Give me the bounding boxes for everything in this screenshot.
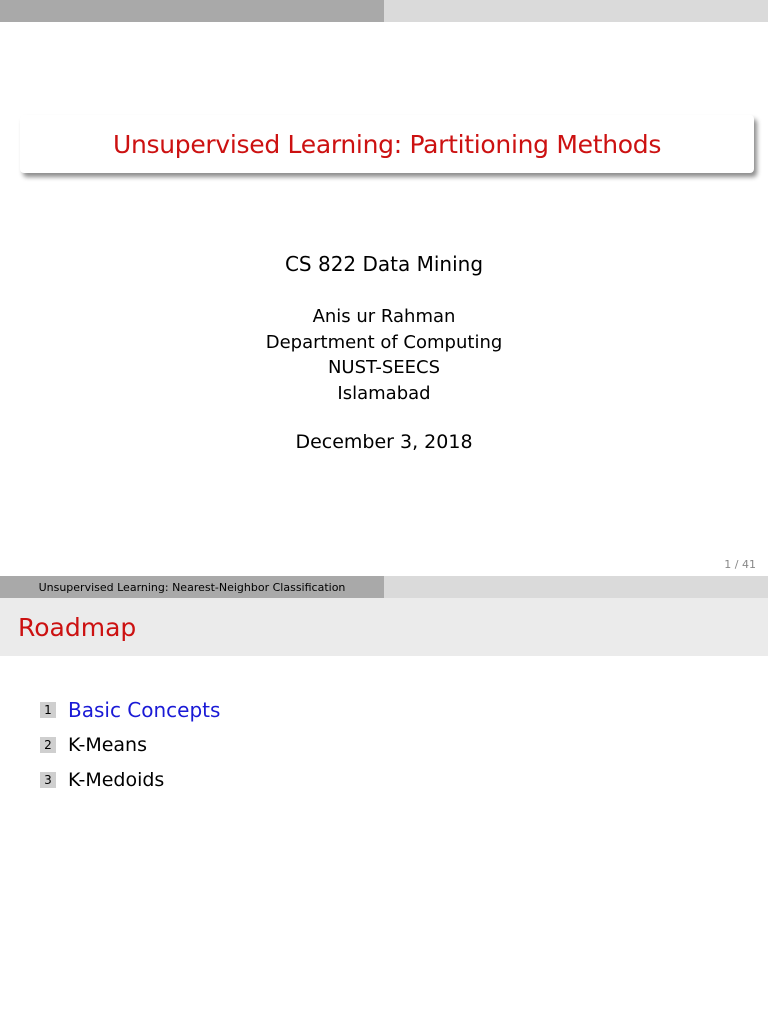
header-bar <box>0 576 768 598</box>
header-bar <box>0 0 768 22</box>
toc-item-k-means[interactable] <box>40 727 220 762</box>
course-name: CS 822 Data Mining <box>284 252 484 276</box>
roadmap-slide <box>0 576 768 1024</box>
toc-label[interactable]: Basic Concepts <box>68 697 221 722</box>
header-bar-right <box>384 576 768 598</box>
toc-number-badge: 3 <box>40 772 56 788</box>
toc-label[interactable]: K-Means <box>68 733 147 756</box>
toc-number-badge: 1 <box>40 702 56 718</box>
toc-item-basic-concepts[interactable] <box>40 692 220 727</box>
frame-title: Roadmap <box>18 612 137 642</box>
author-block <box>0 304 768 406</box>
toc-number-badge: 2 <box>40 737 56 753</box>
table-of-contents <box>40 692 220 797</box>
header-bar-left <box>0 576 384 598</box>
author-name: Anis ur Rahman <box>312 306 456 327</box>
department: Department of Computing <box>265 331 503 353</box>
title-box <box>20 115 754 173</box>
section-label[interactable]: Unsupervised Learning: Nearest-Neighbor Classification <box>38 580 346 594</box>
page-number: 1 / 41 <box>724 558 756 571</box>
toc-label[interactable]: K-Medoids <box>68 768 165 791</box>
header-bar-left <box>0 0 384 22</box>
frame-title-bar <box>0 598 768 656</box>
presentation-title: Unsupervised Learning: Partitioning Methods <box>112 129 662 159</box>
toc-item-k-medoids[interactable] <box>40 762 220 797</box>
city: Islamabad <box>337 382 431 404</box>
presentation-date: December 3, 2018 <box>295 431 473 453</box>
header-bar-right <box>384 0 768 22</box>
institution: NUST-SEECS <box>327 357 441 378</box>
